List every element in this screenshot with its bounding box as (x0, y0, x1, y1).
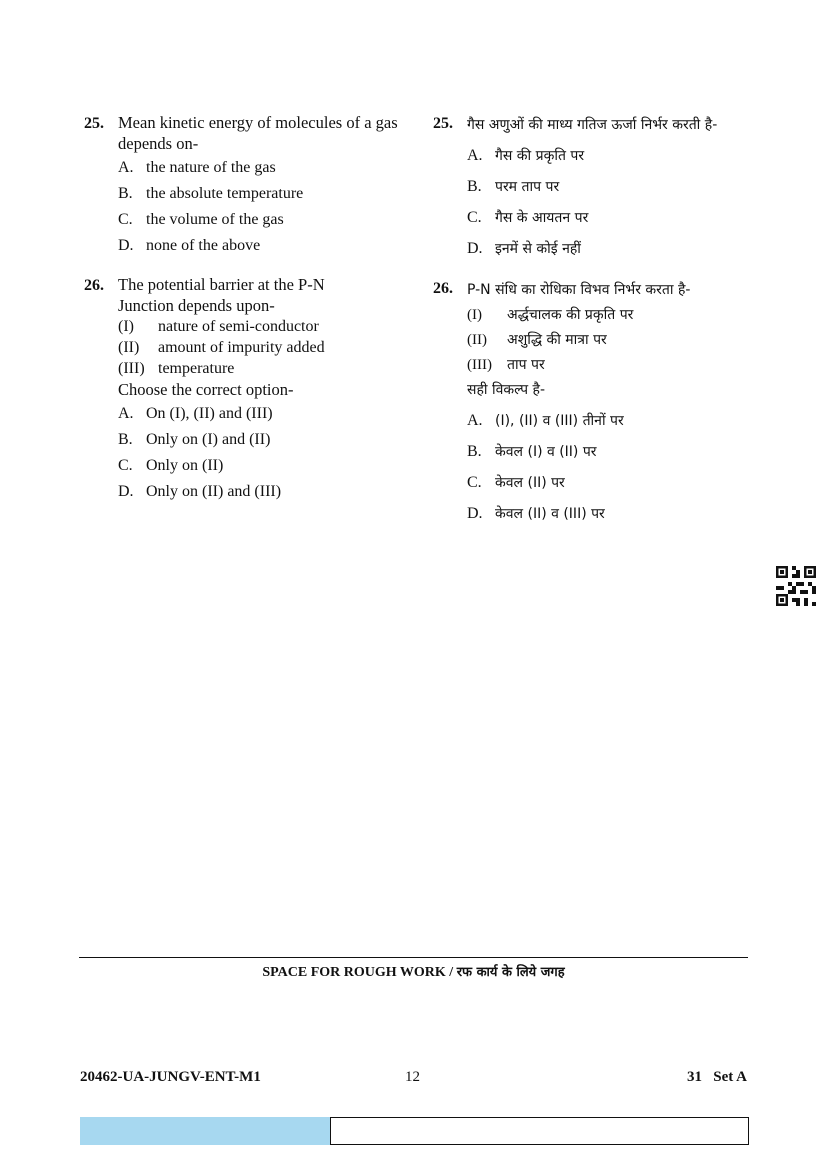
option-b: B. परम ताप पर (467, 178, 560, 195)
hindi-column (433, 115, 763, 535)
question-prompt: सही विकल्प है- (467, 382, 546, 398)
footer-color-bar (80, 1117, 330, 1145)
option-c: C. the volume of the gas (118, 211, 284, 228)
option-a: A. (I), (II) व (III) तीनों पर (467, 412, 624, 429)
option-d: D. Only on (II) and (III) (118, 483, 282, 500)
option-c: C. Only on (II) (118, 457, 224, 474)
question-prompt: Choose the correct option- (118, 380, 294, 399)
question-text: गैस अणुओं की माध्य गतिज ऊर्जा निर्भर करती है- (467, 117, 718, 133)
option-c: C. केवल (II) पर (467, 474, 565, 491)
set-label: 31 Set A (687, 1069, 747, 1085)
option-d: D. केवल (II) व (III) पर (467, 505, 605, 522)
statement-i: (I) nature of semi-conductor (118, 318, 319, 335)
option-a: A. the nature of the gas (118, 159, 276, 176)
question-number: 26. (433, 280, 453, 297)
qr-code-icon (776, 566, 816, 606)
option-c: C. गैस के आयतन पर (467, 209, 589, 226)
option-d: D. none of the above (118, 237, 261, 254)
option-d: D. इनमें से कोई नहीं (467, 240, 581, 257)
statement-iii: (III) temperature (118, 360, 235, 377)
option-b: B. the absolute temperature (118, 185, 304, 202)
option-a: A. On (I), (II) and (III) (118, 405, 273, 422)
question-text: The potential barrier at the P-N Junction depends upon- (118, 275, 325, 315)
option-b: B. Only on (I) and (II) (118, 431, 271, 448)
question-25-en (84, 112, 402, 262)
statement-ii: (II) अशुद्धि की मात्रा पर (467, 332, 607, 348)
question-number: 26. (84, 277, 104, 294)
english-column (84, 112, 402, 508)
option-a: A. गैस की प्रकृति पर (467, 147, 585, 164)
statement-iii: (III) ताप पर (467, 357, 545, 373)
statement-ii: (II) amount of impurity added (118, 339, 325, 356)
question-text: P-N संधि का रोधिका विभव निर्भर करता है- (467, 282, 691, 298)
question-number: 25. (433, 115, 453, 132)
rough-work-divider (79, 957, 748, 958)
statement-i: (I) अर्द्धचालक की प्रकृति पर (467, 307, 634, 323)
question-26-en (84, 274, 402, 508)
footer-box (330, 1117, 749, 1145)
page-number: 12 (405, 1069, 420, 1085)
question-26-hi (433, 280, 763, 535)
option-b: B. केवल (I) व (II) पर (467, 443, 597, 460)
rough-work-heading: SPACE FOR ROUGH WORK / रफ कार्य के लिये जगह (262, 965, 565, 980)
paper-code: 20462-UA-JUNGV-ENT-M1 (80, 1069, 261, 1085)
question-text: Mean kinetic energy of molecules of a gas depends on- (118, 113, 398, 153)
question-number: 25. (84, 115, 104, 132)
question-25-hi (433, 115, 763, 270)
